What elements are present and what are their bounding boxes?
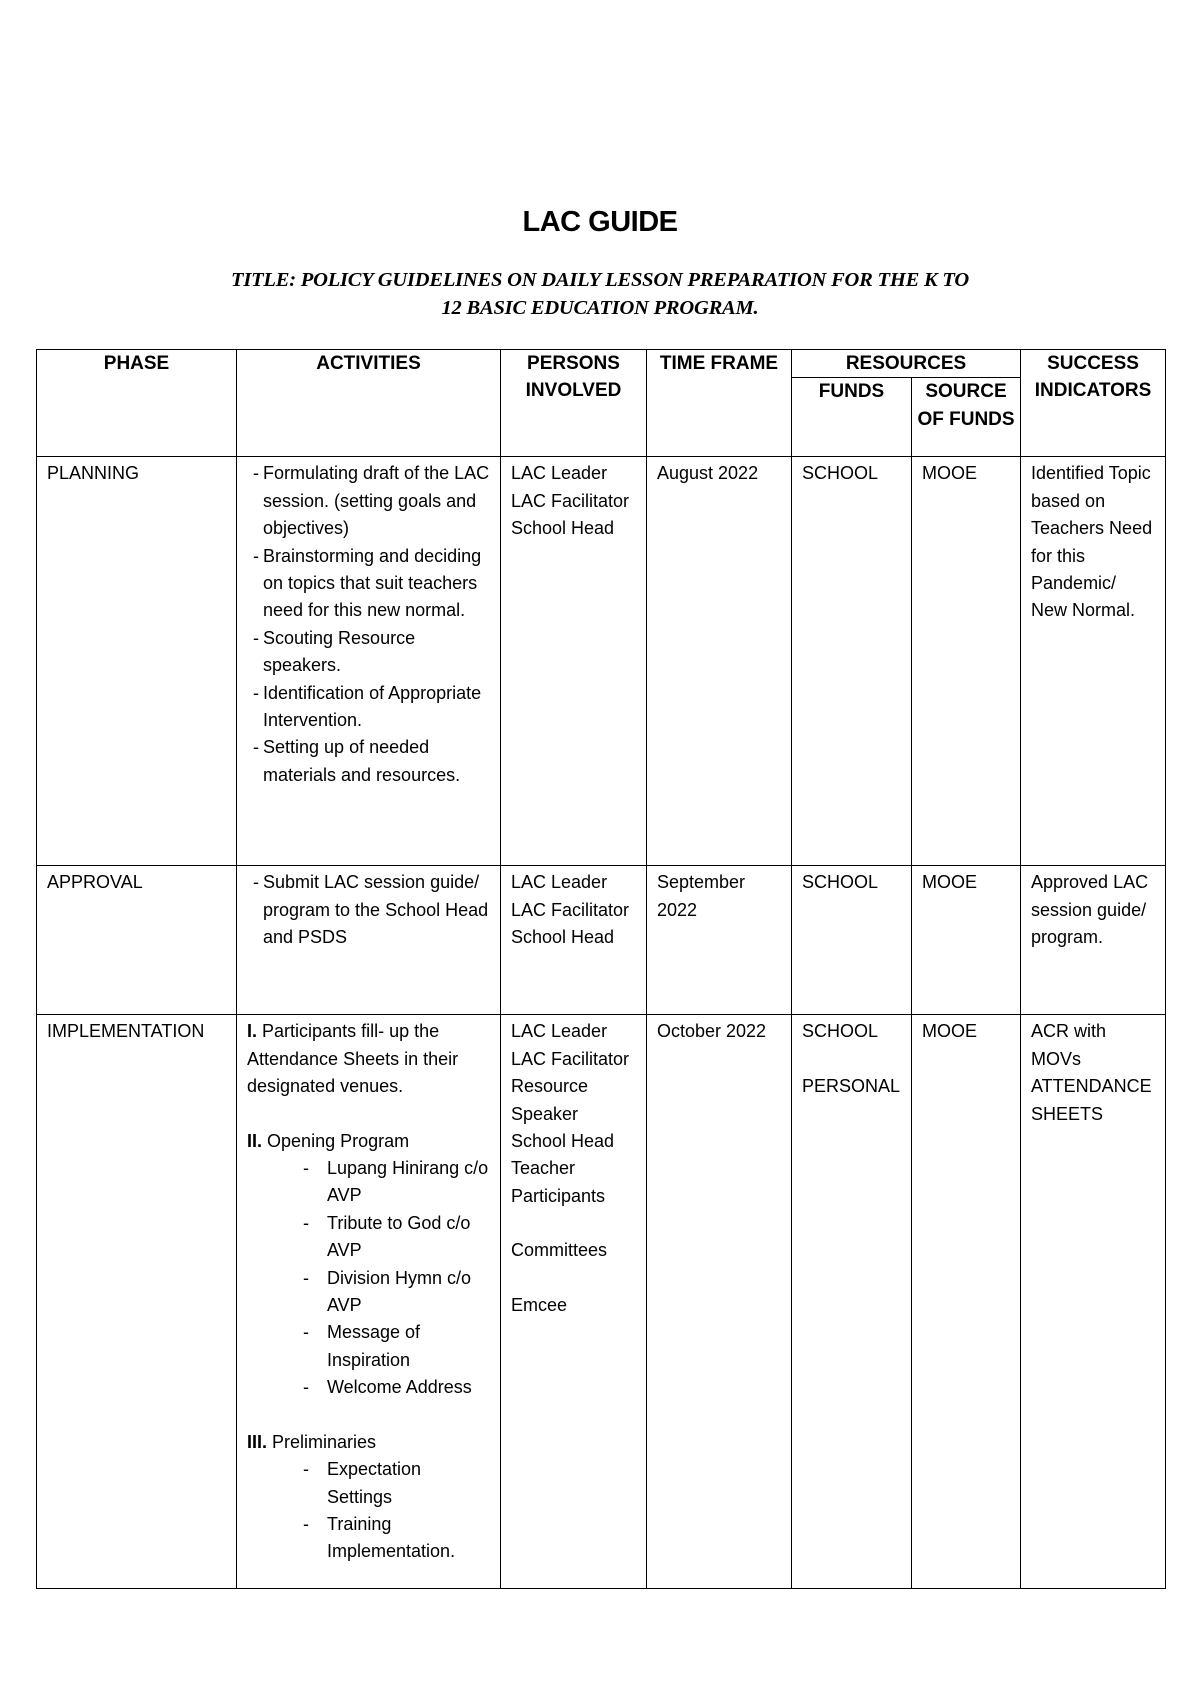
subtitle-line-2: 12 BASIC EDUCATION PROGRAM. bbox=[441, 297, 759, 319]
person-line: School Head bbox=[511, 1131, 615, 1152]
activity-section-3 bbox=[247, 1429, 490, 1456]
person-line: LAC Facilitator bbox=[511, 1048, 630, 1069]
success-line: ACR with MOVs bbox=[1031, 1021, 1107, 1069]
table-row-implementation bbox=[37, 1015, 1166, 1589]
approval-time-frame: September 2022 bbox=[647, 866, 792, 1015]
person-line: School Head bbox=[511, 518, 615, 539]
lac-plan-table bbox=[36, 349, 1166, 1589]
list-item: - Setting up of needed materials and resources. bbox=[247, 734, 490, 789]
section-number: I. bbox=[247, 1021, 258, 1042]
header-row bbox=[37, 350, 1166, 378]
table-row-approval bbox=[37, 866, 1166, 1015]
person-line: LAC Leader bbox=[511, 1021, 608, 1042]
implementation-persons bbox=[501, 1015, 647, 1589]
header-funds: FUNDS bbox=[792, 378, 912, 457]
section-number: III. bbox=[247, 1431, 268, 1452]
success-line: ATTENDANCE SHEETS bbox=[1031, 1076, 1152, 1124]
list-item: - Brainstorming and deciding on topics that suit teachers need for this new normal. bbox=[247, 543, 490, 625]
list-item: - Formulating draft of the LAC session. (setting goals and objectives) bbox=[247, 460, 490, 542]
approval-funds: SCHOOL bbox=[792, 866, 912, 1015]
section-text: Participants fill- up the Attendance Sheets in their designated venues. bbox=[247, 1021, 459, 1097]
header-time-frame: TIME FRAME bbox=[647, 350, 792, 457]
list-item: - Lupang Hinirang c/o AVP bbox=[247, 1155, 490, 1210]
funds-line: SCHOOL bbox=[802, 1021, 879, 1042]
subtitle-line-1: TITLE: POLICY GUIDELINES ON DAILY LESSON PREPARATION FOR THE K TO bbox=[231, 269, 969, 291]
list-item: - Welcome Address bbox=[247, 1374, 490, 1401]
person-line: LAC Leader bbox=[511, 872, 608, 893]
approval-source: MOOE bbox=[912, 866, 1021, 1015]
planning-funds: SCHOOL bbox=[792, 457, 912, 866]
header-activities: ACTIVITIES bbox=[237, 350, 501, 457]
person-line: School Head bbox=[511, 927, 615, 948]
person-line: LAC Facilitator bbox=[511, 899, 630, 920]
implementation-success bbox=[1021, 1015, 1166, 1589]
planning-success: Identified Topic based on Teachers Need for this Pandemic/ New Normal. bbox=[1021, 457, 1166, 866]
list-item: - Message of Inspiration bbox=[247, 1319, 490, 1374]
header-resources: RESOURCES bbox=[792, 350, 1021, 378]
section-text: Opening Program bbox=[267, 1130, 410, 1151]
document-title: LAC GUIDE bbox=[522, 206, 678, 238]
person-line: Committees bbox=[511, 1240, 608, 1261]
implementation-activities bbox=[237, 1015, 501, 1589]
approval-phase: APPROVAL bbox=[37, 866, 237, 1015]
header-phase: PHASE bbox=[37, 350, 237, 457]
header-success-indicators: SUCCESS INDICATORS bbox=[1021, 350, 1166, 457]
section-number: II. bbox=[247, 1130, 263, 1151]
list-item: - Division Hymn c/o AVP bbox=[247, 1265, 490, 1320]
list-item: - Tribute to God c/o AVP bbox=[247, 1210, 490, 1265]
planning-persons bbox=[501, 457, 647, 866]
implementation-phase: IMPLEMENTATION bbox=[37, 1015, 237, 1589]
activity-section-1 bbox=[247, 1018, 490, 1100]
funds-line: PERSONAL bbox=[802, 1075, 901, 1096]
person-line: Emcee bbox=[511, 1294, 568, 1315]
implementation-source: MOOE bbox=[912, 1015, 1021, 1589]
table-row-planning bbox=[37, 457, 1166, 866]
list-item: - Expectation Settings bbox=[247, 1456, 490, 1511]
person-line: Resource Speaker bbox=[511, 1076, 589, 1124]
document-subtitle bbox=[130, 266, 1070, 322]
planning-time-frame: August 2022 bbox=[647, 457, 792, 866]
approval-activities bbox=[237, 866, 501, 1015]
implementation-time-frame: October 2022 bbox=[647, 1015, 792, 1589]
section-text: Preliminaries bbox=[272, 1431, 377, 1452]
list-item: - Submit LAC session guide/ program to the School Head and PSDS bbox=[247, 869, 490, 951]
approval-success: Approved LAC session guide/ program. bbox=[1021, 866, 1166, 1015]
list-item: - Scouting Resource speakers. bbox=[247, 625, 490, 680]
planning-phase: PLANNING bbox=[37, 457, 237, 866]
planning-source: MOOE bbox=[912, 457, 1021, 866]
header-persons-involved: PERSONS INVOLVED bbox=[501, 350, 647, 457]
list-item: - Training Implementation. bbox=[247, 1511, 490, 1566]
header-source-of-funds: SOURCE OF FUNDS bbox=[912, 378, 1021, 457]
planning-activities bbox=[237, 457, 501, 866]
activity-section-2 bbox=[247, 1128, 490, 1155]
approval-persons bbox=[501, 866, 647, 1015]
person-line: LAC Leader bbox=[511, 463, 608, 484]
implementation-funds bbox=[792, 1015, 912, 1589]
list-item: - Identification of Appropriate Intervention. bbox=[247, 680, 490, 735]
person-line: LAC Facilitator bbox=[511, 490, 630, 511]
person-line: Teacher Participants bbox=[511, 1158, 606, 1206]
